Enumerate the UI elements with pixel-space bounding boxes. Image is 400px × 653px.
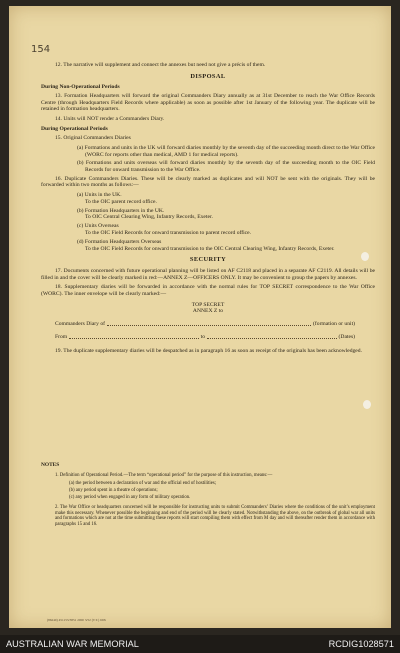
note-1c: (c) any period when engaged in any form of military operation.: [69, 495, 191, 501]
note-2: 2. The War Office or headquarters concerned will be responsible for instructing units to submit Commanders’ Diaries where the conditions of the unit’s employment make this necessary. Whenever possible the beginning and end of the period will be clearly stated. Notwithstanding the above, on the outbreak of global war all units and formations which are not at the time submitting these reports will start compiling them with effect from M day and will thereafter render them in accordance with paragraphs 15 and 16.: [55, 504, 375, 527]
handwritten-page-number: 154: [31, 44, 51, 55]
notes-section: [41, 463, 375, 530]
commanders-diary-label: Commanders Diary of: [55, 320, 106, 327]
disposal-heading: DISPOSAL: [190, 72, 226, 80]
document-body: [41, 62, 375, 358]
dotted-fill: [69, 338, 199, 339]
paragraph-16a-to: To the OIC parent record office.: [85, 198, 157, 205]
paragraph-14: 14. Units will NOT render a Commanders Diary.: [55, 116, 165, 123]
commanders-diary-line: [55, 321, 355, 328]
non-operational-heading: During Non-Operational Periods: [41, 84, 120, 91]
archive-footer: [0, 635, 400, 653]
footer-record-id: RCDIG1028571: [328, 639, 394, 649]
paragraph-16b-to: To OIC Central Clearing Wing, Infantry Records, Exeter.: [85, 214, 213, 221]
to-label: to: [200, 334, 206, 341]
paragraph-12: 12. The narrative will supplement and connect the annexes but need not give a précis of them.: [55, 62, 266, 68]
note-1a: (a) the period between a declaration of war and the official end of hostilities;: [69, 481, 217, 487]
note-1b: (b) any period spent in a theatre of operations;: [69, 488, 158, 494]
punch-hole: [361, 252, 369, 261]
footer-institution: AUSTRALIAN WAR MEMORIAL: [6, 639, 139, 649]
operational-heading: During Operational Periods: [41, 126, 108, 133]
paragraph-16d: (d) Formation Headquarters Overseas: [77, 239, 162, 246]
paragraph-16a: (a) Units in the UK.: [77, 192, 122, 199]
paragraph-13: 13. Formation Headquarters will forward the original Commanders Diary annually as at 31st December to reach the War Office Records Centre (through Headquarters Field Records where applicable) as soon as possible after 1st January of the following year. The duplicate will be retained in formation headquarters.: [41, 93, 375, 113]
notes-heading: NOTES: [41, 462, 60, 468]
paragraph-16: 16. Duplicate Commanders Diaries. These will be clearly marked as duplicates and will NOT be sent with the originals. They will be forwarded within two months as follows:—: [41, 175, 375, 189]
paragraph-15: 15. Original Commanders Diaries: [55, 135, 131, 142]
dotted-fill: [107, 325, 311, 326]
paragraph-15a: (a) Formations and units in the UK will forward diaries monthly by the seventh day of the succeeding month direct to the War Office (WORC for reports other than medical, AMD 1 for medical reports).: [77, 145, 375, 158]
dates-label: (Dates): [338, 334, 356, 341]
paragraph-19: 19. The duplicate supplementary diaries will be despatched as in paragraph 16 as soon as receipt of the originals has been acknowledged.: [55, 347, 362, 354]
dates-line: [55, 334, 355, 341]
paragraph-16b: (b) Formation Headquarters in the UK.: [77, 207, 165, 214]
security-heading: SECURITY: [189, 256, 227, 264]
top-secret-label: TOP SECRET: [191, 301, 225, 308]
dotted-fill: [207, 338, 337, 339]
print-code: (86240) 451153/3851 2000 3/52 (T.T.) 69X: [47, 618, 106, 622]
paragraph-17: 17. Documents concerned with future operational planning will be listed on AF C2118 and placed in a separate AF C2119. All details will be filled in and the cover will be clearly marked in red:—ANNEX Z—OFFICERS ONLY. It may be convenient to group the papers by annexes.: [41, 267, 375, 281]
annex-z-label: ANNEX Z to: [192, 308, 224, 315]
document-page: [9, 6, 391, 628]
paragraph-15b: (b) Formations and units overseas will forward diaries monthly by the seventh day of the succeeding month to the OIC Field Records for onward transmission to the War Office.: [77, 160, 375, 174]
punch-hole: [363, 400, 371, 409]
note-1: 1. Definition of Operational Period.—The term “operational period” for the purpose of this instruction, means:—: [55, 472, 273, 478]
paragraph-18: 18. Supplementary diaries will be forwarded in accordance with the normal rules for TOP SECRET correspondence to the War Office (WORC). The inner envelope will be clearly marked:—: [41, 284, 375, 298]
paragraph-16c-to: To the OIC Field Records for onward transmission to parent record office.: [85, 230, 252, 237]
paragraph-16d-to: To the OIC Field Records for onward transmission to the OIC Central Clearing Wing, Infantry Records, Exeter.: [85, 245, 335, 252]
from-label: From: [55, 334, 68, 341]
formation-or-unit-label: (formation or unit): [313, 320, 355, 327]
paragraph-16c: (c) Units Overseas: [77, 223, 119, 230]
